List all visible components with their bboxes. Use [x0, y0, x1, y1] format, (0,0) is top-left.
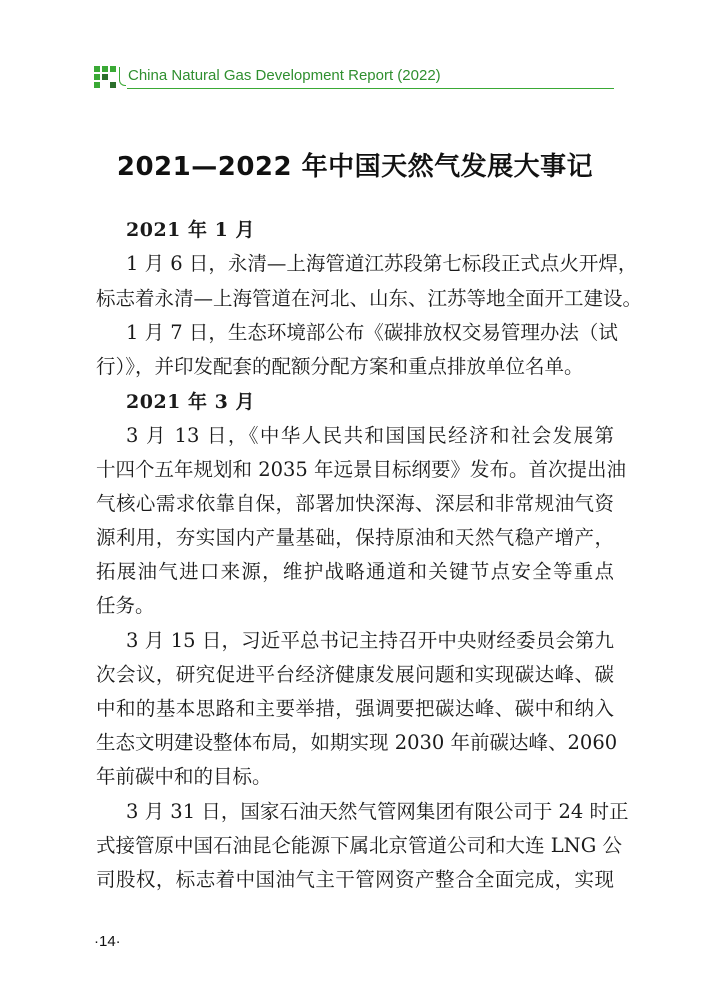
section-heading-2021-03: 2021 年 3 月 — [126, 391, 255, 413]
paragraph-line: 年前碳中和的目标。 — [96, 765, 272, 788]
paragraph-line: 中和的基本思路和主要举措，强调要把碳达峰、碳中和纳入 — [96, 697, 614, 720]
paragraph-line: 式接管原中国石油昆仑能源下属北京管道公司和大连 LNG 公 — [96, 834, 622, 857]
paragraph-line: 拓展油气进口来源，维护战略通道和关键节点安全等重点 — [96, 560, 614, 583]
paragraph-line: 十四个五年规划和 2035 年远景目标纲要》发布。首次提出油 — [96, 458, 627, 481]
paragraph-line: 1 月 6 日，永清—上海管道江苏段第七标段正式点火开焊， — [126, 252, 638, 275]
paragraph-line: 次会议，研究促进平台经济健康发展问题和实现碳达峰、碳 — [96, 663, 614, 686]
running-header — [94, 64, 614, 90]
paragraph-line: 任务。 — [96, 594, 155, 617]
page-title: 2021—2022 年中国天然气发展大事记 — [116, 152, 594, 182]
paragraph-line: 3 月 13 日，《中华人民共和国国民经济和社会发展第 — [126, 424, 614, 447]
header-rule — [127, 88, 614, 89]
paragraph-line: 标志着永清—上海管道在河北、山东、江苏等地全面开工建设。 — [96, 287, 643, 310]
paragraph-line: 行）》，并印发配套的配额分配方案和重点排放单位名单。 — [96, 355, 584, 378]
paragraph-line: 生态文明建设整体布局，如期实现 2030 年前碳达峰、2060 — [96, 731, 618, 754]
paragraph-line: 1 月 7 日，生态环境部公布《碳排放权交易管理办法（试 — [126, 321, 618, 344]
page-number: ·14· — [94, 933, 121, 950]
section-heading-2021-01: 2021 年 1 月 — [126, 219, 255, 241]
paragraph-line: 3 月 15 日，习近平总书记主持召开中央财经委员会第九 — [126, 629, 614, 652]
green-dot-grid-logo-icon — [94, 66, 116, 88]
header-title: China Natural Gas Development Report (2022) — [128, 67, 441, 84]
paragraph-line: 气核心需求依靠自保，部署加快深海、深层和非常规油气资 — [96, 492, 614, 515]
paragraph-line: 司股权，标志着中国油气主干管网资产整合全面完成，实现 — [96, 868, 614, 891]
header-bracket-decoration — [119, 67, 126, 86]
paragraph-line: 3 月 31 日，国家石油天然气管网集团有限公司于 24 时正 — [126, 800, 629, 823]
paragraph-line: 源利用，夯实国内产量基础，保持原油和天然气稳产增产， — [96, 526, 614, 549]
